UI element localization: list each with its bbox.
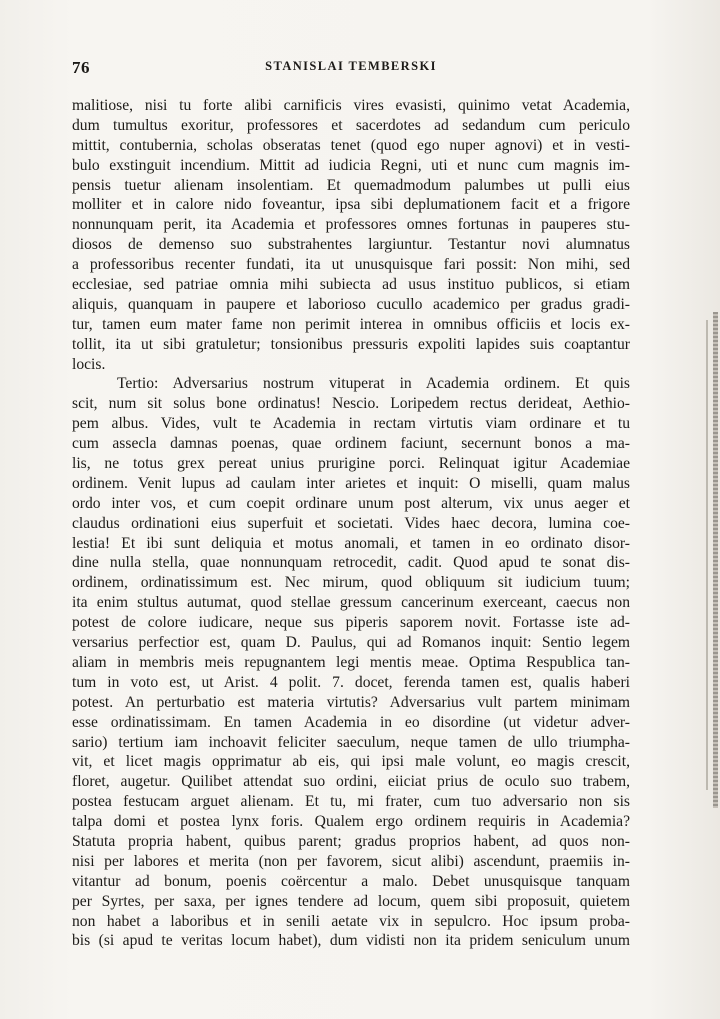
text-line: molliter et in calore nido foveantur, ipsa sibi deplumationem facit et a frigore bbox=[72, 196, 630, 214]
text-line: ita enim stultus autumat, quod stellae gressum cancerinum exerceant, caecus non bbox=[72, 594, 630, 612]
body-text bbox=[72, 96, 630, 951]
text-line: potest de colore iudicare, neque sus piperis saporem novit. Fortasse iste ad- bbox=[72, 614, 630, 632]
text-line: malitiose, nisi tu forte alibi carnificis vires evasisti, quinimo vetat Academia, bbox=[72, 97, 630, 114]
text-line: bulo exstinguit incendium. Mittit ad iudicia Regni, uti et nunc cum magnis im- bbox=[72, 156, 630, 174]
text-line: dum tumultus exoritur, professores et sacerdotes ad sedandum cum periculo bbox=[72, 116, 630, 134]
text-line: a professoribus recenter fundati, ita ut unusquisque fari possit: Non mihi, sed bbox=[72, 256, 630, 274]
text-line: ordo inter vos, et cum coepit ordinare unum post alterum, vix unus aeger et bbox=[72, 494, 630, 512]
text-line: vit, et licet magis opprimatur ab eis, qui ipsi male volunt, eo magis crescit, bbox=[72, 753, 630, 771]
text-line: versarius perfectior est, quam D. Paulus, qui ad Romanos inquit: Sentio legem bbox=[72, 634, 630, 652]
text-line: ordinem, ordinatissimum est. Nec mirum, quod obliquum sit iudicium tuum; bbox=[72, 574, 630, 592]
text-line: nonnunquam perit, ita Academia et professores omnes fortunas in pauperes stu- bbox=[72, 216, 630, 234]
text-line: aliam in membris meis repugnantem legi mentis meae. Optima Respublica tan- bbox=[72, 653, 630, 671]
text-line: sario) tertium iam inchoavit feliciter saeculum, neque tamen de ullo triumpha- bbox=[72, 733, 630, 751]
text-line: esse ordinatissimam. En tamen Academia in eo disordine (ut videtur adver- bbox=[72, 713, 630, 731]
text-line: bis (si apud te veritas locum habet), dum vidisti non ita pridem seniculum unum bbox=[72, 932, 630, 950]
page-header bbox=[72, 58, 630, 80]
text-line: claudus ordinationi eius superfuit et societati. Vides haec decora, lumina coe- bbox=[72, 514, 630, 532]
text-line: nisi per labores et merita (non per favorem, sicut alibi) ascendunt, praemiis in- bbox=[72, 852, 630, 870]
text-line: postea festucam arguet alienam. Et tu, mi frater, cum tuo adversario non sis bbox=[72, 793, 630, 811]
text-line: tur, tamen eum mater fame non perimit interea in omnibus officiis et locis ex- bbox=[72, 315, 630, 333]
text-line: aliquis, quanquam in paupere et laborioso cucullo academico per gradus gradi- bbox=[72, 295, 630, 313]
text-line: locis. bbox=[72, 355, 106, 373]
text-line: Tertio: Adversarius nostrum vituperat in Academia ordinem. Et quis bbox=[117, 375, 630, 393]
page-edge-line bbox=[706, 320, 708, 790]
text-line: talpa domi et postea lynx foris. Qualem ergo ordinem requiris in Academia? bbox=[72, 813, 630, 831]
text-line: vitantur ad bonum, poenis coërcentur a malo. Debet unusquisque tanquam bbox=[72, 872, 630, 890]
text-line: per Syrtes, per saxa, per ignes tendere ad locum, quem sibi proposuit, quietem bbox=[72, 892, 630, 910]
text-line: Statuta propria habent, quibus parent; gradus proprios habent, ad quos non- bbox=[72, 832, 630, 850]
text-line: dine nulla stella, quae nonnunquam retrocedit, cadit. Quod apud te sonat dis- bbox=[72, 554, 630, 572]
text-line: mittit, contubernia, scholas obseratas tenet (quod ego nuper agnovi) et in vesti- bbox=[72, 136, 630, 154]
text-line: lis, ne totus grex pereat unius prurigine porci. Relinquat igitur Academiae bbox=[72, 455, 630, 473]
text-line: tum in voto est, ut Arist. 4 polit. 7. docet, ferenda tamen est, qualis haberi bbox=[72, 673, 630, 691]
page-edge-shadow bbox=[713, 312, 718, 808]
text-line: lestia! Et ibi sunt deliquia et motus anomali, et tamen in eo ordinato disor- bbox=[72, 534, 630, 552]
text-line: scit, num sit solus bone ordinatus! Nescio. Loripedem rectus derideat, Aethio- bbox=[72, 395, 630, 413]
text-line: tollit, ita ut sibi gratuletur; tonsionibus pressuris expoliti lapides suis coaptantur bbox=[72, 335, 630, 353]
text-line: pensis tuetur alienam insolentiam. Et quemadmodum palumbes ut pulli eius bbox=[72, 176, 630, 194]
text-line: ecclesiae, sed patriae omnia mihi subiecta ad usus instituo publicos, si etiam bbox=[72, 276, 630, 294]
text-line: non habet a laboribus et in senili aetate vix in sepulcro. Hoc ipsum proba- bbox=[72, 912, 630, 930]
text-line: floret, augetur. Quilibet attendat suo ordini, eiiciat prius de oculo suo trabem, bbox=[72, 773, 630, 791]
text-line: ordinem. Venit lupus ad caulam inter arietes et inquit: O miselli, quam malus bbox=[72, 474, 630, 492]
text-line: potest. An perturbatio est materia virtutis? Adversarius vult partem minimam bbox=[72, 693, 630, 711]
page-number: 76 bbox=[72, 58, 90, 77]
text-line: cum assecla damnas poenas, quae ordinem faciunt, secernunt bonos a ma- bbox=[72, 435, 630, 453]
text-line: pem albus. Vides, vult te Academia in rectam virtutis viam ordinare et tu bbox=[72, 415, 630, 433]
text-line: diosos de demenso suo substrahentes largiuntur. Testantur novi alumnatus bbox=[72, 236, 630, 254]
running-head: STANISLAI TEMBERSKI bbox=[265, 59, 437, 73]
